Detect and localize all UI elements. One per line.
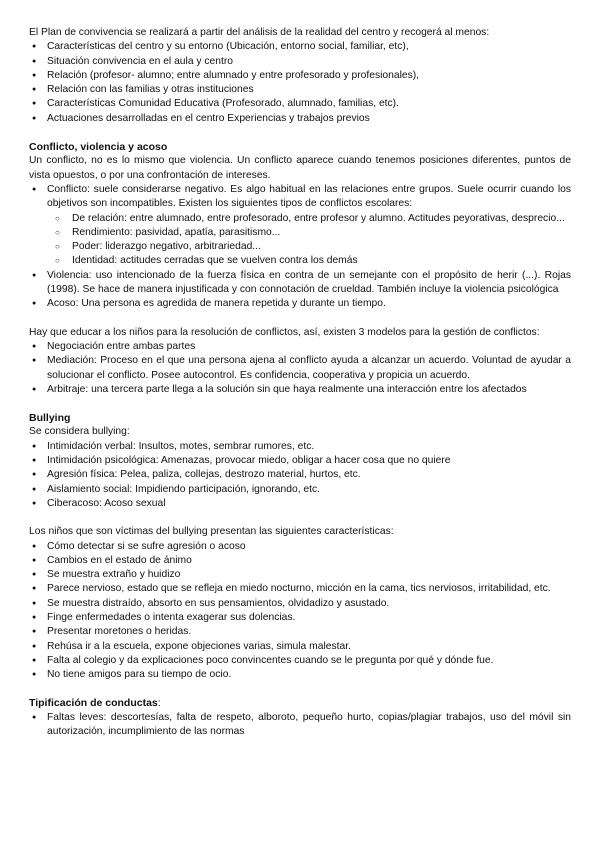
section-heading-bullying: Bullying xyxy=(29,412,71,425)
list-item: ● No tiene amigos para su tiempo de ocio. xyxy=(29,668,571,682)
list-item: ● Finge enfermedades o intenta exagerar sus dolencias. xyxy=(29,611,571,625)
conflicto-item-text: Conflicto: suele considerarse negativo. Es algo habitual en las relaciones entre grupos. Suele ocurrir cuando los objetivos son incompatibles. Existen los siguientes tipos de conflictos escolares: xyxy=(47,183,571,210)
list-item: ● Mediación: Proceso en el que una persona ajena al conflicto ayuda a alcanzar un acuerdo. Voluntad de ayudar a solucionar el conflicto. Posee autocontrol. Es confidencia, cooperativa y propicia un acuerdo. xyxy=(29,354,571,383)
list-item: ● Presentar moretones o heridas. xyxy=(29,625,571,639)
list-item: ● Cómo detectar si se sufre agresión o acoso xyxy=(29,540,571,554)
tipificacion-heading-colon: : xyxy=(157,697,161,710)
list-item: ● Arbitraje: una tercera parte llega a la solución sin que haya realmente una interacción entre los afectados xyxy=(29,383,571,397)
list-item: ● Ciberacoso: Acoso sexual xyxy=(29,497,571,511)
list-item: ● Intimidación psicológica: Amenazas, provocar miedo, obligar a hacer cosa que no quiere xyxy=(29,454,571,468)
list-item: ● Rehúsa ir a la escuela, expone objeciones varias, simula malestar. xyxy=(29,640,571,654)
victimas-list xyxy=(29,540,571,683)
list-item: ● Intimidación verbal: Insultos, motes, sembrar rumores, etc. xyxy=(29,440,571,454)
conflicto-paragraph: Un conflicto, no es lo mismo que violencia. Un conflicto aparece cuando tenemos posiciones diferentes, puntos de vista opuestos, o por una confrontación de intereses. xyxy=(29,155,571,181)
bullying-list xyxy=(29,440,571,511)
conflict-types-list xyxy=(47,212,571,269)
list-item: ● Faltas leves: descortesías, falta de respeto, alboroto, pequeño hurto, copias/plagiar trabajos, uso del móvil sin autorización, incumplimiento de las normas xyxy=(29,711,571,740)
modelos-paragraph: Hay que educar a los niños para la resolución de conflictos, así, existen 3 modelos para la gestión de conflictos: xyxy=(29,326,540,338)
conflicto-list xyxy=(29,183,571,312)
list-item: ● Aislamiento social: Impidiendo participación, ignorando, etc. xyxy=(29,483,571,497)
list-item: ● Situación convivencia en el aula y centro xyxy=(29,55,571,69)
list-item: ● Se muestra distraído, absorto en sus pensamientos, olvidadizo y asustado. xyxy=(29,597,571,611)
list-item: ● Agresión física: Pelea, paliza, collejas, destrozo material, hurtos, etc. xyxy=(29,468,571,482)
sub-list-item: ○ Poder: liderazgo negativo, arbitrariedad... xyxy=(47,240,571,254)
list-item: ● Características Comunidad Educativa (Profesorado, alumnado, familias, etc). xyxy=(29,97,571,111)
list-item: ● Parece nervioso, estado que se refleja en miedo nocturno, micción en la cama, tics nerviosos, irritabilidad, etc. xyxy=(29,582,571,596)
list-item: ● Relación (profesor- alumno; entre alumnado y entre profesorado y profesionales), xyxy=(29,69,571,83)
tipificacion-heading-text: Tipificación de conductas xyxy=(29,697,158,710)
modelos-list xyxy=(29,340,571,397)
list-item: ● Falta al colegio y da explicaciones poco convincentes cuando se le pregunta por qué y dónde fue. xyxy=(29,654,571,668)
list-item-conflicto xyxy=(29,183,571,269)
list-item-acoso: ● Acoso: Una persona es agredida de manera repetida y durante un tiempo. xyxy=(29,297,571,311)
victimas-paragraph: Los niños que son víctimas del bullying presentan las siguientes características: xyxy=(29,526,394,538)
intro-list xyxy=(29,40,571,126)
sub-list-item: ○ De relación: entre alumnado, entre profesorado, entre profesor y alumno. Actitudes peyorativas, desprecio... xyxy=(47,212,571,226)
list-item: ● Cambios en el estado de ánimo xyxy=(29,554,571,568)
tipificacion-list xyxy=(29,711,571,740)
list-item: ● Características del centro y su entorno (Ubicación, entorno social, familiar, etc), xyxy=(29,40,571,54)
list-item: ● Actuaciones desarrolladas en el centro Experiencias y trabajos previos xyxy=(29,112,571,126)
sub-list-item: ○ Rendimiento: pasividad, apatía, parasitismo... xyxy=(47,226,571,240)
bullying-intro: Se considera bullying: xyxy=(29,426,130,438)
list-item: ● Relación con las familias y otras instituciones xyxy=(29,83,571,97)
section-heading-conflicto: Conflicto, violencia y acoso xyxy=(29,141,168,154)
section-heading-tipificacion xyxy=(29,696,571,710)
sub-list-item: ○ Identidad: actitudes cerradas que se vuelven contra los demás xyxy=(47,254,571,268)
list-item: ● Negociación entre ambas partes xyxy=(29,340,571,354)
list-item-violencia: ● Violencia: uso intencionado de la fuerza física en contra de un semejante con el propósito de herir (...). Rojas (1998). Se hace de manera injustificada y con connotación de crueldad. También incluye la violencia psicológica xyxy=(29,269,571,298)
list-item: ● Se muestra extraño y huidizo xyxy=(29,568,571,582)
intro-paragraph: El Plan de convivencia se realizará a partir del análisis de la realidad del centro y recogerá al menos: xyxy=(29,27,490,38)
document-page xyxy=(29,26,571,739)
